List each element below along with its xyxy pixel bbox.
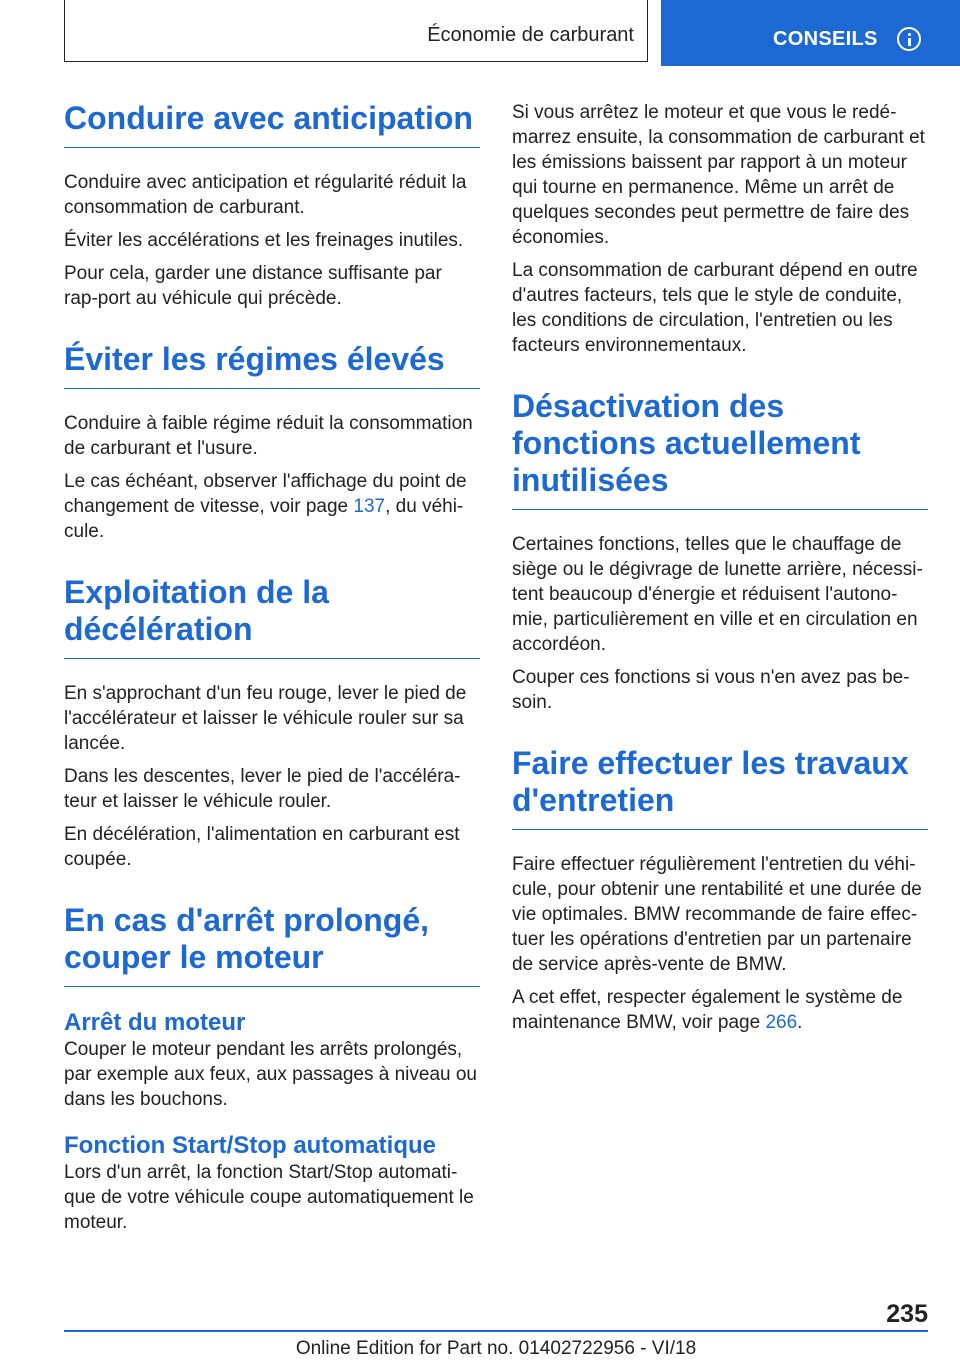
section-title: Économie de carburant — [427, 24, 634, 46]
heading-arret-prolonge: En cas d'arrêt prolongé, couper le moteur — [64, 902, 480, 987]
paragraph: Faire effectuer régulièrement l'entretien du véhi-cule, pour obtenir une rentabilité et une durée de vie optimales. BMW recommande de faire effec-tuer les opérations d'entretien par un partenaire de service après-vente de BMW. — [512, 854, 922, 975]
paragraph: Couper le moteur pendant les arrêts prolongés, par exemple aux feux, aux passages à niveau ou dans les bouchons. — [64, 1039, 477, 1110]
heading-conduire-avec-anticipation: Conduire avec anticipation — [64, 100, 480, 148]
paragraph: Conduire avec anticipation et régularité réduit la consommation de carburant. — [64, 172, 467, 218]
heading-eviter-regimes-eleves: Éviter les régimes élevés — [64, 341, 480, 389]
text: , du véhi-cule. — [64, 496, 464, 542]
left-column — [64, 100, 480, 1235]
right-column — [512, 100, 928, 1035]
edition-note: Online Edition for Part no. 01402722956 - VI/18 — [295, 1338, 697, 1359]
paragraph: Conduire à faible régime réduit la consommation de carburant et l'usure. — [64, 413, 473, 459]
info-icon — [897, 27, 921, 51]
paragraph: Si vous arrêtez le moteur et que vous le redé-marrez ensuite, la consommation de carburant et les émissions baissent par rapport à un moteur qui tourne en permanence. Même un arrêt de quelques secondes peut permettre de faire des économies. — [512, 102, 925, 248]
paragraph: En s'approchant d'un feu rouge, lever le pied de l'accélérateur et laisser le véhicule rouler sur sa lancée. — [64, 683, 467, 754]
page-link[interactable]: 266 — [765, 1012, 798, 1033]
page-number: 235 — [886, 1300, 928, 1328]
page-header — [0, 0, 960, 66]
text: Le cas échéant, observer l'affichage du point de changement de vitesse, voir page — [64, 471, 467, 517]
paragraph: Lors d'un arrêt, la fonction Start/Stop automati-que de votre véhicule coupe automatiquement le moteur. — [64, 1162, 474, 1233]
page-link[interactable]: 137 — [353, 496, 386, 517]
paragraph-with-link — [64, 469, 480, 544]
paragraph: Pour cela, garder une distance suffisante par rap-port au véhicule qui précède. — [64, 263, 442, 309]
paragraph: En décélération, l'alimentation en carburant est coupée. — [64, 824, 460, 870]
heading-exploitation-deceleration: Exploitation de la décélération — [64, 574, 480, 659]
footer-divider — [64, 1330, 928, 1332]
chapter-tab[interactable] — [661, 0, 960, 66]
paragraph: Éviter les accélérations et les freinages inutiles. — [64, 230, 464, 251]
subheading-start-stop: Fonction Start/Stop automatique — [64, 1132, 436, 1159]
paragraph: Certaines fonctions, telles que le chauffage de siège ou le dégivrage de lunette arrière, nécessi-tent beaucoup d'énergie et réduisent l'autono-mie, particulièrement en ville et en circulation en accordéon. — [512, 534, 923, 655]
chapter-label: CONSEILS — [773, 28, 878, 50]
paragraph: Couper ces fonctions si vous n'en avez pas be-soin. — [512, 667, 910, 713]
text: A cet effet, respecter également le système de maintenance BMW, voir page — [512, 987, 903, 1033]
paragraph: Dans les descentes, lever le pied de l'accéléra-teur et laisser le véhicule rouler. — [64, 766, 461, 812]
heading-desactivation-fonctions: Désactivation des fonctions actuellement inutilisées — [512, 388, 928, 510]
paragraph: La consommation de carburant dépend en outre d'autres facteurs, tels que le style de conduite, les conditions de circulation, l'entretien ou les facteurs environnementaux. — [512, 260, 918, 356]
text: . — [797, 1012, 803, 1033]
subheading-arret-moteur: Arrêt du moteur — [64, 1009, 246, 1036]
heading-travaux-entretien: Faire effectuer les travaux d'entretien — [512, 745, 928, 830]
paragraph-with-link — [512, 985, 928, 1035]
